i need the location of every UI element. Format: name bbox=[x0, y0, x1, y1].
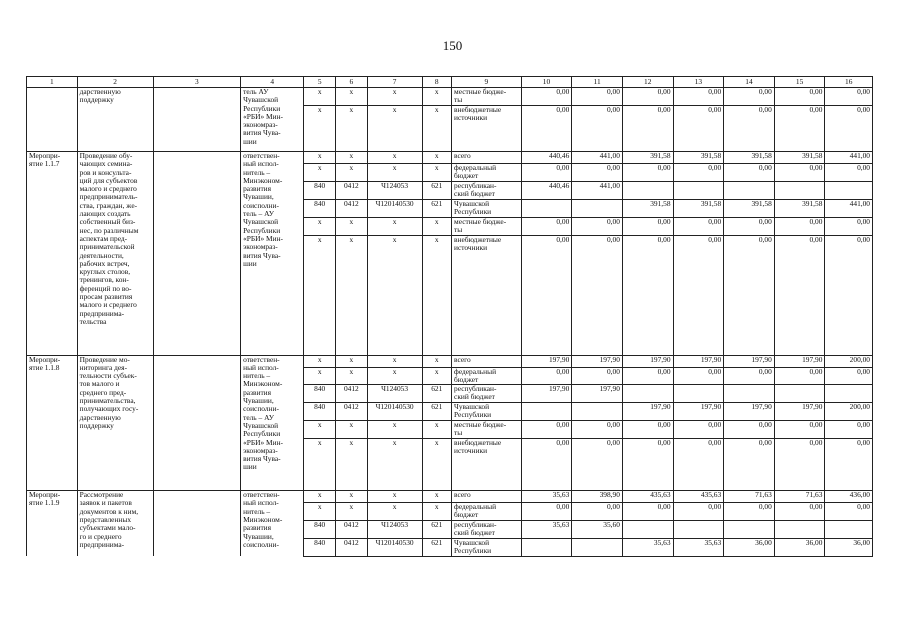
value-cell: 0,00 bbox=[774, 235, 825, 355]
value-cell: 0,00 bbox=[774, 217, 825, 235]
value-cell: 0,00 bbox=[774, 421, 825, 439]
value-cell: Ч124053 bbox=[367, 385, 422, 403]
value-cell: 0,00 bbox=[673, 439, 724, 491]
value-cell: 36,00 bbox=[724, 538, 775, 556]
value-cell: 0,00 bbox=[774, 367, 825, 385]
value-cell: 36,00 bbox=[774, 538, 825, 556]
source-cell: внебюджетные источники bbox=[452, 439, 522, 491]
value-cell: x bbox=[336, 88, 368, 106]
value-cell: 0,00 bbox=[724, 421, 775, 439]
source-cell: всего bbox=[452, 355, 522, 367]
header-row bbox=[27, 77, 873, 88]
responsible-executor: тель АУ Чувашской Республики «РБИ» Мин- экономраз- вития Чува- шии bbox=[241, 88, 304, 152]
measure-col3 bbox=[153, 355, 241, 491]
value-cell bbox=[572, 199, 623, 217]
value-cell: 0,00 bbox=[825, 106, 873, 152]
source-cell: федеральный бюджет bbox=[452, 164, 522, 182]
column-header-4: 4 bbox=[241, 77, 304, 88]
value-cell: 621 bbox=[422, 520, 452, 538]
value-cell: 0,00 bbox=[774, 106, 825, 152]
source-cell: республикан- ский бюджет bbox=[452, 520, 522, 538]
value-cell: 197,90 bbox=[673, 403, 724, 421]
value-cell: 0,00 bbox=[774, 439, 825, 491]
value-cell: x bbox=[367, 503, 422, 521]
measure-description: Рассмотрение заявок и пакетов документов к ним, представленных субъектами мало- го и среднего предпринима- bbox=[77, 491, 153, 557]
value-cell: 440,46 bbox=[521, 181, 572, 199]
value-cell bbox=[825, 181, 873, 199]
value-cell: 197,90 bbox=[622, 403, 673, 421]
value-cell bbox=[724, 385, 775, 403]
value-cell: 0,00 bbox=[572, 217, 623, 235]
value-cell: Ч120140530 bbox=[367, 538, 422, 556]
column-header-16: 16 bbox=[825, 77, 873, 88]
value-cell: x bbox=[367, 235, 422, 355]
budget-table bbox=[26, 76, 873, 557]
measure-col3 bbox=[153, 491, 241, 557]
column-header-2: 2 bbox=[77, 77, 153, 88]
value-cell: 0412 bbox=[336, 199, 368, 217]
column-header-14: 14 bbox=[724, 77, 775, 88]
value-cell: 435,63 bbox=[622, 491, 673, 503]
value-cell: x bbox=[304, 355, 336, 367]
value-cell: 197,90 bbox=[572, 385, 623, 403]
value-cell: 0,00 bbox=[825, 367, 873, 385]
value-cell: 621 bbox=[422, 199, 452, 217]
value-cell: 440,46 bbox=[521, 152, 572, 164]
value-cell: 0,00 bbox=[572, 439, 623, 491]
value-cell: 391,58 bbox=[622, 152, 673, 164]
value-cell: 197,90 bbox=[572, 355, 623, 367]
value-cell bbox=[622, 385, 673, 403]
value-cell: 0412 bbox=[336, 403, 368, 421]
value-cell: 35,63 bbox=[521, 491, 572, 503]
value-cell: x bbox=[422, 217, 452, 235]
value-cell: 0,00 bbox=[724, 217, 775, 235]
source-cell: местные бюдже- ты bbox=[452, 217, 522, 235]
value-cell: 0,00 bbox=[673, 106, 724, 152]
value-cell: 0,00 bbox=[572, 503, 623, 521]
value-cell: 0412 bbox=[336, 181, 368, 199]
source-cell: федеральный бюджет bbox=[452, 503, 522, 521]
value-cell: 200,00 bbox=[825, 355, 873, 367]
value-cell: 0,00 bbox=[622, 88, 673, 106]
measure-number: Меропри- ятие 1.1.9 bbox=[27, 491, 78, 557]
value-cell: x bbox=[304, 88, 336, 106]
value-cell: 197,90 bbox=[774, 355, 825, 367]
column-header-12: 12 bbox=[622, 77, 673, 88]
value-cell: 0,00 bbox=[521, 88, 572, 106]
value-cell: 0,00 bbox=[521, 421, 572, 439]
value-cell bbox=[825, 520, 873, 538]
responsible-executor: ответствен- ный испол- нитель – Минэконом- развития Чувашии, соисполни- bbox=[241, 491, 304, 557]
value-cell bbox=[825, 385, 873, 403]
value-cell: x bbox=[304, 421, 336, 439]
value-cell: 840 bbox=[304, 385, 336, 403]
value-cell: Ч120140530 bbox=[367, 403, 422, 421]
source-cell: местные бюдже- ты bbox=[452, 88, 522, 106]
value-cell: 0,00 bbox=[622, 503, 673, 521]
value-cell bbox=[774, 181, 825, 199]
responsible-executor: ответствен- ный испол- нитель – Минэконом- развития Чувашии, соисполни- тель – АУ Чувашской Республики «РБИ» Мин- экономраз- вития Чува- шии bbox=[241, 152, 304, 356]
value-cell: x bbox=[422, 367, 452, 385]
value-cell: 0412 bbox=[336, 385, 368, 403]
value-cell: x bbox=[367, 152, 422, 164]
value-cell: x bbox=[304, 106, 336, 152]
table-row bbox=[27, 355, 873, 367]
value-cell: 441,00 bbox=[572, 152, 623, 164]
source-cell: всего bbox=[452, 491, 522, 503]
value-cell: x bbox=[304, 217, 336, 235]
value-cell: 391,58 bbox=[622, 199, 673, 217]
value-cell: 0,00 bbox=[774, 164, 825, 182]
value-cell: 0,00 bbox=[825, 439, 873, 491]
value-cell: 0,00 bbox=[724, 88, 775, 106]
value-cell: 0,00 bbox=[622, 421, 673, 439]
column-header-10: 10 bbox=[521, 77, 572, 88]
value-cell: 391,58 bbox=[673, 199, 724, 217]
source-cell: внебюджетные источники bbox=[452, 235, 522, 355]
value-cell: x bbox=[422, 235, 452, 355]
measure-number: Меропри- ятие 1.1.7 bbox=[27, 152, 78, 356]
value-cell: x bbox=[304, 164, 336, 182]
value-cell: 0,00 bbox=[724, 106, 775, 152]
value-cell: 197,90 bbox=[724, 355, 775, 367]
value-cell: 391,58 bbox=[724, 199, 775, 217]
value-cell: 621 bbox=[422, 181, 452, 199]
value-cell: 0,00 bbox=[572, 88, 623, 106]
table-row bbox=[27, 88, 873, 106]
value-cell: 436,00 bbox=[825, 491, 873, 503]
value-cell: 35,63 bbox=[673, 538, 724, 556]
value-cell: 391,58 bbox=[774, 152, 825, 164]
value-cell: 0,00 bbox=[825, 503, 873, 521]
value-cell bbox=[724, 181, 775, 199]
value-cell: 0,00 bbox=[521, 367, 572, 385]
value-cell: 391,58 bbox=[774, 199, 825, 217]
value-cell: x bbox=[336, 106, 368, 152]
value-cell: x bbox=[367, 491, 422, 503]
value-cell: 391,58 bbox=[673, 152, 724, 164]
measure-description: дарственную поддержку bbox=[77, 88, 153, 152]
value-cell: x bbox=[422, 355, 452, 367]
page-number: 150 bbox=[442, 38, 463, 53]
value-cell: x bbox=[367, 439, 422, 491]
source-cell: Чувашской Республики bbox=[452, 403, 522, 421]
value-cell: 0,00 bbox=[825, 164, 873, 182]
source-cell: федеральный бюджет bbox=[452, 367, 522, 385]
value-cell: x bbox=[422, 106, 452, 152]
measure-col3 bbox=[153, 88, 241, 152]
value-cell: x bbox=[422, 439, 452, 491]
table-row bbox=[27, 152, 873, 164]
value-cell: 0,00 bbox=[774, 88, 825, 106]
source-cell: республикан- ский бюджет bbox=[452, 385, 522, 403]
value-cell bbox=[673, 385, 724, 403]
value-cell: 200,00 bbox=[825, 403, 873, 421]
value-cell: 0,00 bbox=[724, 503, 775, 521]
value-cell: 0,00 bbox=[724, 235, 775, 355]
column-header-1: 1 bbox=[27, 77, 78, 88]
value-cell: x bbox=[367, 106, 422, 152]
value-cell: 197,90 bbox=[774, 403, 825, 421]
value-cell: x bbox=[422, 491, 452, 503]
value-cell: x bbox=[336, 491, 368, 503]
column-header-13: 13 bbox=[673, 77, 724, 88]
value-cell: 840 bbox=[304, 538, 336, 556]
value-cell bbox=[774, 385, 825, 403]
value-cell bbox=[572, 403, 623, 421]
value-cell: 840 bbox=[304, 403, 336, 421]
source-cell: внебюджетные источники bbox=[452, 106, 522, 152]
value-cell bbox=[673, 181, 724, 199]
measure-description: Проведение мо- ниторинга дея- тельности субъек- тов малого и среднего пред- принимательства, получающих госу- дарственную поддержку bbox=[77, 355, 153, 491]
value-cell bbox=[724, 520, 775, 538]
value-cell: x bbox=[422, 421, 452, 439]
column-header-5: 5 bbox=[304, 77, 336, 88]
value-cell: x bbox=[422, 503, 452, 521]
value-cell: 0,00 bbox=[622, 164, 673, 182]
responsible-executor: ответствен- ный испол- нитель – Минэконом- развития Чувашии, соисполни- тель – АУ Чувашской Республики «РБИ» Мин- экономраз- вития Чува- шии bbox=[241, 355, 304, 491]
value-cell bbox=[572, 538, 623, 556]
value-cell: x bbox=[422, 152, 452, 164]
table-row bbox=[27, 491, 873, 503]
measure-number bbox=[27, 88, 78, 152]
value-cell: 0,00 bbox=[673, 367, 724, 385]
value-cell: 0,00 bbox=[673, 88, 724, 106]
value-cell: 0,00 bbox=[622, 217, 673, 235]
value-cell: 0,00 bbox=[673, 235, 724, 355]
value-cell: x bbox=[304, 152, 336, 164]
value-cell: 197,90 bbox=[622, 355, 673, 367]
source-cell: местные бюдже- ты bbox=[452, 421, 522, 439]
value-cell: 0412 bbox=[336, 538, 368, 556]
value-cell: 0,00 bbox=[825, 88, 873, 106]
value-cell: 197,90 bbox=[673, 355, 724, 367]
value-cell: 0,00 bbox=[521, 164, 572, 182]
measure-number: Меропри- ятие 1.1.8 bbox=[27, 355, 78, 491]
value-cell: x bbox=[304, 367, 336, 385]
value-cell: 36,00 bbox=[825, 538, 873, 556]
value-cell: x bbox=[422, 164, 452, 182]
value-cell: x bbox=[304, 503, 336, 521]
source-cell: всего bbox=[452, 152, 522, 164]
value-cell: Ч124053 bbox=[367, 181, 422, 199]
value-cell: 441,00 bbox=[825, 152, 873, 164]
value-cell: 35,63 bbox=[521, 520, 572, 538]
value-cell: 391,58 bbox=[724, 152, 775, 164]
value-cell: 0,00 bbox=[521, 217, 572, 235]
value-cell bbox=[673, 520, 724, 538]
value-cell: 197,90 bbox=[521, 355, 572, 367]
value-cell: 0,00 bbox=[825, 235, 873, 355]
column-header-11: 11 bbox=[572, 77, 623, 88]
value-cell: 0,00 bbox=[673, 421, 724, 439]
value-cell: x bbox=[336, 421, 368, 439]
column-header-9: 9 bbox=[452, 77, 522, 88]
column-header-3: 3 bbox=[153, 77, 241, 88]
value-cell: 0,00 bbox=[673, 217, 724, 235]
value-cell: 0,00 bbox=[622, 106, 673, 152]
value-cell: 441,00 bbox=[572, 181, 623, 199]
measure-description: Проведение обу- чающих семина- ров и консульта- ций для субъектов малого и среднего предприниматель- ства, граждан, же- лающих создать собственный биз- нес, по различным аспектам пред- принимательской деятельности, рабочих встреч, круглых столов, тренингов, кон- ференций по во- просам развития малого и среднего предпринима- тельства bbox=[77, 152, 153, 356]
value-cell: 71,63 bbox=[774, 491, 825, 503]
value-cell: 435,63 bbox=[673, 491, 724, 503]
value-cell: x bbox=[336, 152, 368, 164]
value-cell: 0,00 bbox=[572, 164, 623, 182]
value-cell: x bbox=[336, 355, 368, 367]
value-cell bbox=[521, 199, 572, 217]
value-cell: 840 bbox=[304, 199, 336, 217]
value-cell bbox=[622, 181, 673, 199]
value-cell: 0,00 bbox=[521, 235, 572, 355]
value-cell: 840 bbox=[304, 181, 336, 199]
value-cell: Ч120140530 bbox=[367, 199, 422, 217]
value-cell: 441,00 bbox=[825, 199, 873, 217]
value-cell: 35,60 bbox=[572, 520, 623, 538]
value-cell: 0,00 bbox=[572, 421, 623, 439]
value-cell bbox=[521, 538, 572, 556]
value-cell: 0,00 bbox=[521, 106, 572, 152]
value-cell: 398,90 bbox=[572, 491, 623, 503]
value-cell: x bbox=[367, 88, 422, 106]
measure-col3 bbox=[153, 152, 241, 356]
value-cell bbox=[622, 520, 673, 538]
column-header-6: 6 bbox=[336, 77, 368, 88]
value-cell bbox=[521, 403, 572, 421]
value-cell: 0,00 bbox=[572, 367, 623, 385]
value-cell: x bbox=[367, 217, 422, 235]
value-cell: 0,00 bbox=[572, 106, 623, 152]
value-cell: 0,00 bbox=[724, 164, 775, 182]
value-cell: 0,00 bbox=[521, 503, 572, 521]
source-cell: республикан- ский бюджет bbox=[452, 181, 522, 199]
value-cell: x bbox=[367, 367, 422, 385]
value-cell: 0,00 bbox=[521, 439, 572, 491]
value-cell: 0,00 bbox=[724, 439, 775, 491]
value-cell: 0,00 bbox=[622, 439, 673, 491]
value-cell: 0,00 bbox=[673, 164, 724, 182]
value-cell: 0,00 bbox=[825, 421, 873, 439]
value-cell: 197,90 bbox=[521, 385, 572, 403]
column-header-7: 7 bbox=[367, 77, 422, 88]
value-cell: 197,90 bbox=[724, 403, 775, 421]
value-cell: x bbox=[336, 164, 368, 182]
column-header-15: 15 bbox=[774, 77, 825, 88]
value-cell: 0,00 bbox=[622, 235, 673, 355]
column-header-8: 8 bbox=[422, 77, 452, 88]
value-cell: 840 bbox=[304, 520, 336, 538]
source-cell: Чувашской Республики bbox=[452, 199, 522, 217]
value-cell: x bbox=[336, 367, 368, 385]
value-cell: x bbox=[304, 491, 336, 503]
value-cell: 0,00 bbox=[572, 235, 623, 355]
value-cell bbox=[774, 520, 825, 538]
value-cell: 0,00 bbox=[774, 503, 825, 521]
value-cell: 0412 bbox=[336, 520, 368, 538]
value-cell: x bbox=[304, 235, 336, 355]
value-cell: 35,63 bbox=[622, 538, 673, 556]
value-cell: 621 bbox=[422, 538, 452, 556]
value-cell: x bbox=[336, 217, 368, 235]
value-cell: x bbox=[336, 235, 368, 355]
value-cell: 0,00 bbox=[825, 217, 873, 235]
value-cell: x bbox=[336, 439, 368, 491]
value-cell: 71,63 bbox=[724, 491, 775, 503]
value-cell: x bbox=[367, 164, 422, 182]
value-cell: 621 bbox=[422, 403, 452, 421]
value-cell: x bbox=[336, 503, 368, 521]
source-cell: Чувашской Республики bbox=[452, 538, 522, 556]
value-cell: x bbox=[367, 421, 422, 439]
value-cell: x bbox=[422, 88, 452, 106]
value-cell: x bbox=[304, 439, 336, 491]
value-cell: x bbox=[367, 355, 422, 367]
value-cell: 0,00 bbox=[724, 367, 775, 385]
value-cell: 0,00 bbox=[622, 367, 673, 385]
value-cell: Ч124053 bbox=[367, 520, 422, 538]
value-cell: 621 bbox=[422, 385, 452, 403]
value-cell: 0,00 bbox=[673, 503, 724, 521]
